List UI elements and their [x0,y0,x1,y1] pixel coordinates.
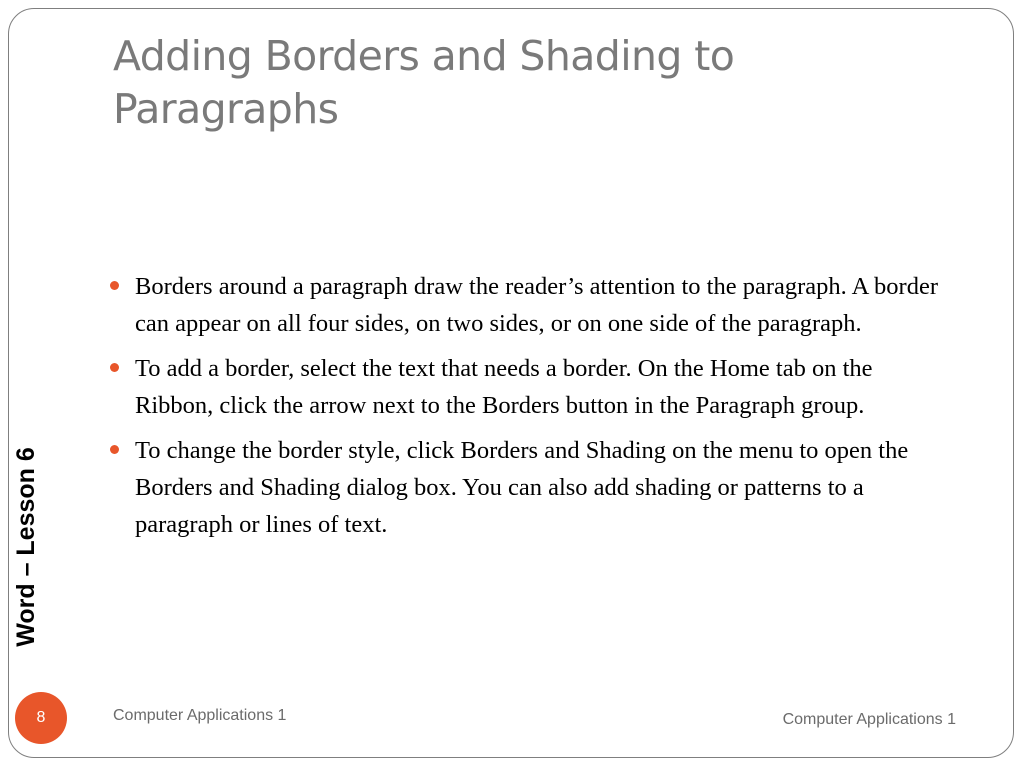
bullet-dot-icon [110,445,119,454]
bullet-item [107,268,952,342]
bullet-dot-icon [110,281,119,290]
bullet-list [107,268,952,551]
footer-right-text: Computer Applications 1 [782,711,956,728]
slide-title: Adding Borders and Shading to Paragraphs [113,32,735,133]
bullet-text: To change the border style, click Borders and Shading on the menu to open the Borders and Shading dialog box. You can also add shading or patterns to a paragraph or lines of text. [135,437,909,538]
bullet-item [107,350,952,424]
bullet-text: Borders around a paragraph draw the reader’s attention to the paragraph. A border can appear on all four sides, on two sides, or on one side of the paragraph. [135,273,938,337]
bullet-dot-icon [110,363,119,372]
bullet-item [107,432,952,543]
bullet-text: To add a border, select the text that needs a border. On the Home tab on the Ribbon, click the arrow next to the Borders button in the Paragraph group. [135,355,873,419]
footer-left-text: Computer Applications 1 [113,707,287,724]
side-label: Word – Lesson 6 [12,447,40,647]
page-number-badge: 8 [15,692,67,744]
